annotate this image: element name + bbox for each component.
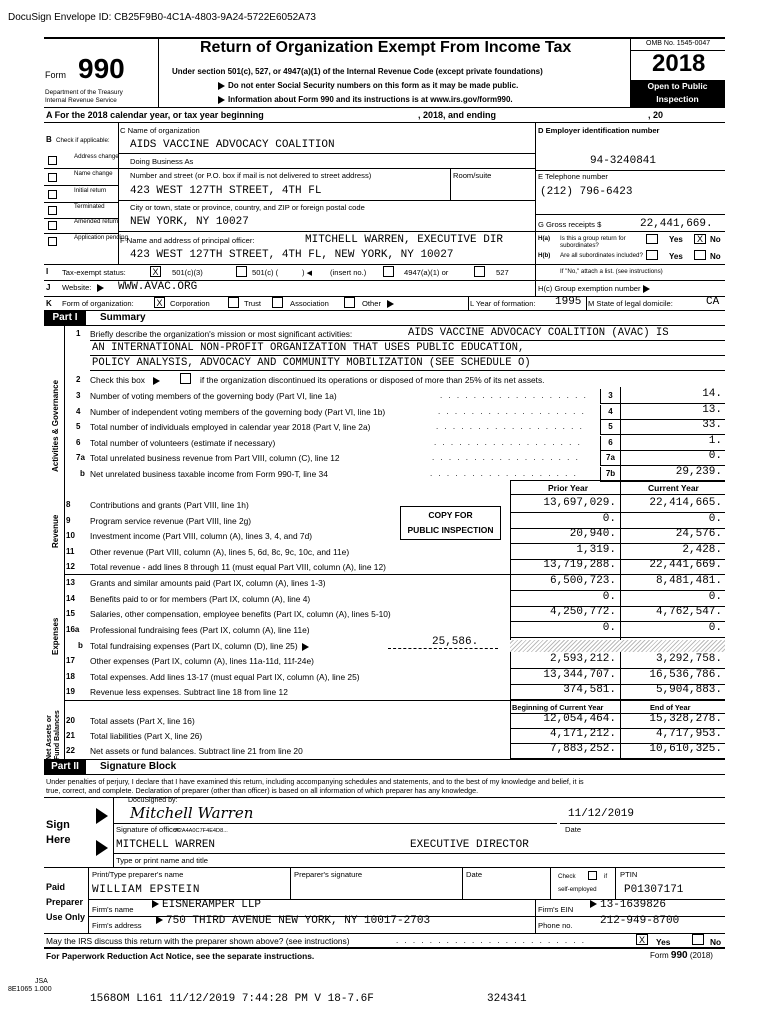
year-formation: 1995 bbox=[555, 296, 582, 308]
gov-line-text: Number of voting members of the governing body (Part VI, line 1a) bbox=[90, 391, 337, 401]
status-501c-close: ) ◀ bbox=[302, 268, 313, 277]
prior-year-value: 0. bbox=[602, 590, 616, 603]
part2-title: Signature Block bbox=[100, 761, 177, 772]
gov-line-num: 6 bbox=[76, 437, 81, 447]
discuss-yes: Yes bbox=[656, 937, 671, 947]
line-a-mid: , 2018, and ending bbox=[418, 110, 497, 120]
assoc-label: Association bbox=[290, 299, 329, 308]
gov-line-box: 6 bbox=[600, 436, 620, 450]
fin-line-num: 21 bbox=[66, 731, 75, 740]
form-label: Form bbox=[45, 70, 66, 80]
tax-status-label: Tax-exempt status: bbox=[62, 268, 126, 277]
check-label: Check bbox=[558, 873, 576, 880]
gov-line-value: 1. bbox=[708, 434, 722, 447]
trust-label: Trust bbox=[244, 299, 262, 308]
officer-print-name: MITCHELL WARREN bbox=[116, 839, 216, 851]
form-title: Return of Organization Exempt From Income Tax bbox=[200, 39, 572, 56]
other-label: Other bbox=[362, 299, 397, 308]
sign-arrow-1 bbox=[96, 808, 108, 824]
l16b-num: b bbox=[78, 641, 83, 650]
hb-yes-checkbox[interactable] bbox=[646, 250, 658, 260]
date-label: Date bbox=[565, 825, 582, 834]
prior-year-value: 13,719,288. bbox=[543, 559, 616, 571]
b-checkbox[interactable] bbox=[48, 237, 57, 246]
prior-year-value: 0. bbox=[602, 512, 616, 525]
part1-title: Summary bbox=[100, 312, 146, 323]
discuss-no: No bbox=[710, 937, 722, 947]
gov-line-text: Number of independent voting members of the governing body (Part VI, line 1b) bbox=[90, 406, 386, 417]
firm-name-label: Firm's name bbox=[92, 905, 134, 914]
trust-checkbox[interactable] bbox=[228, 297, 239, 308]
fin-line-num: 20 bbox=[66, 716, 75, 725]
gov-line-box: 4 bbox=[600, 405, 620, 419]
k-label: K bbox=[46, 299, 52, 308]
docusigned-by: DocuSigned by: bbox=[128, 797, 178, 804]
gov-line-text: Total number of individuals employed in calendar year 2018 (Part V, line 2a) bbox=[90, 422, 371, 432]
hb-no-checkbox[interactable] bbox=[694, 250, 706, 260]
officer-address: 423 WEST 127TH STREET, 4TH FL, NEW YORK, NY 10027 bbox=[130, 249, 454, 261]
fin-line-text: Professional fundraising fees (Part IX, column (A), line 11e) bbox=[90, 624, 310, 635]
gov-line-value: 14. bbox=[702, 388, 722, 400]
form-subtitle: Under section 501(c), 527, or 4947(a)(1) of the Internal Revenue Code (except private foundations) bbox=[172, 67, 543, 76]
prior-year-value: 13,344,707. bbox=[543, 668, 616, 681]
ha-label: H(a) bbox=[538, 235, 551, 242]
dept-treasury: Department of the Treasury bbox=[45, 89, 123, 96]
ha-text1: Is this a group return for bbox=[560, 235, 626, 242]
form-of-org-label: Form of organization: bbox=[62, 299, 134, 308]
preparer-name: WILLIAM EPSTEIN bbox=[92, 884, 201, 896]
fin-line-text: Program service revenue (Part VIII, line 2g) bbox=[90, 515, 252, 526]
eoy-header: End of Year bbox=[650, 703, 691, 712]
fin-line-text: Net assets or fund balances. Subtract line 21 from line 20 bbox=[90, 746, 303, 756]
paperwork-notice: For Paperwork Reduction Act Notice, see the separate instructions. bbox=[46, 951, 315, 961]
gov-line-num: 4 bbox=[76, 406, 81, 416]
gov-line-value: 33. bbox=[702, 419, 722, 431]
prior-year-value: 2,593,212. bbox=[549, 653, 616, 665]
form-number: 990 bbox=[78, 53, 125, 84]
check-if-applicable: Check if applicable: bbox=[56, 137, 110, 144]
irs-label: Internal Revenue Service bbox=[45, 97, 117, 104]
prior-year-value: 1,319. bbox=[576, 543, 616, 556]
current-year-value: 5,904,883. bbox=[655, 684, 722, 696]
paid-preparer-label: Paid Preparer Use Only bbox=[46, 882, 86, 922]
status-501c: 501(c) ( bbox=[252, 268, 279, 277]
hb-text: Are all subordinates included? bbox=[560, 252, 643, 259]
prior-year-value: 20,940. bbox=[569, 528, 616, 540]
gov-line-text: Total number of volunteers (estimate if necessary) bbox=[90, 437, 276, 448]
current-year-value: 24,576. bbox=[675, 528, 722, 540]
corp-checkbox[interactable]: X bbox=[154, 297, 165, 308]
gov-line-text: Net unrelated business taxable income from Form 990-T, line 34 bbox=[90, 468, 328, 479]
other-checkbox[interactable] bbox=[344, 297, 355, 308]
gov-line-value: 13. bbox=[702, 403, 722, 416]
side-gov: Activities & Governance bbox=[51, 379, 60, 472]
status-527-checkbox[interactable] bbox=[474, 266, 485, 277]
sign-arrow-2 bbox=[96, 840, 108, 856]
i-label: I bbox=[46, 267, 49, 276]
signature-id: A2A4A0C7F4E4D8... bbox=[175, 828, 228, 834]
insert-no: (insert no.) bbox=[330, 268, 367, 277]
fin-line-num: 18 bbox=[66, 671, 75, 681]
officer-signature: Mitchell Warren bbox=[130, 804, 254, 822]
fin-line-text: Total liabilities (Part X, line 26) bbox=[90, 731, 203, 741]
c-label: C Name of organization bbox=[120, 126, 200, 135]
fin-line-text: Benefits paid to or for members (Part IX, column (A), line 4) bbox=[90, 593, 311, 604]
ptin-value: P01307171 bbox=[624, 884, 684, 896]
prior-year-value: 0. bbox=[602, 621, 616, 634]
prior-year-value: 6,500,723. bbox=[549, 575, 616, 587]
current-year-value: 16,536,786. bbox=[649, 668, 722, 681]
street-label: Number and street (or P.O. box if mail is not delivered to street address) bbox=[130, 171, 372, 180]
if-label: if bbox=[604, 873, 608, 880]
firm-ein-label: Firm's EIN bbox=[538, 905, 574, 914]
gov-line-box: 3 bbox=[600, 389, 620, 403]
penalty-line1: Under penalties of perjury, I declare that I have examined this return, including accompanying schedules and statements, and to the best of my knowledge and belief, it is bbox=[46, 777, 584, 786]
l2-text-a: Check this box bbox=[90, 375, 163, 385]
b-checkbox[interactable] bbox=[48, 190, 57, 199]
website-value[interactable]: WWW.AVAC.ORG bbox=[118, 281, 198, 293]
g-label: G Gross receipts $ bbox=[538, 220, 602, 229]
fin-line-text: Other expenses (Part IX, column (A), lines 11a-11d, 11f-24e) bbox=[90, 656, 314, 666]
gov-line-num: 3 bbox=[76, 391, 81, 400]
fin-line-text: Grants and similar amounts paid (Part IX, column (A), lines 1-3) bbox=[90, 578, 326, 588]
hb-label: H(b) bbox=[538, 252, 551, 259]
gov-line-box: 7a bbox=[600, 451, 620, 465]
l1-text: Briefly describe the organization's mission or most significant activities: bbox=[90, 329, 353, 339]
ssn-notice: Do not enter Social Security numbers on this form as it may be made public. bbox=[218, 81, 518, 90]
ha-yes: Yes bbox=[669, 235, 683, 244]
current-year-value: 10,610,325. bbox=[649, 743, 722, 755]
gov-line-num: 7a bbox=[76, 453, 85, 462]
phone-no-label: Phone no. bbox=[538, 921, 573, 930]
gov-line-box: 5 bbox=[600, 420, 620, 434]
fin-line-num: 16a bbox=[66, 624, 80, 634]
ptin-label: PTIN bbox=[620, 870, 638, 879]
current-year-value: 8,481,481. bbox=[655, 575, 722, 587]
current-year-value: 3,292,758. bbox=[655, 653, 722, 665]
mission-line1: AIDS VACCINE ADVOCACY COALITION (AVAC) IS bbox=[408, 327, 669, 339]
b-item-label: Name change bbox=[74, 170, 113, 177]
prior-year-value: 12,054,464. bbox=[543, 713, 616, 725]
prep-name-label: Print/Type preparer's name bbox=[92, 870, 184, 879]
fin-line-num: 22 bbox=[66, 746, 75, 755]
city-label: City or town, state or province, country, and ZIP or foreign postal code bbox=[130, 203, 365, 212]
prior-year-value: 4,250,772. bbox=[549, 606, 616, 618]
fin-line-text: Total assets (Part X, line 16) bbox=[90, 716, 195, 726]
org-name: AIDS VACCINE ADVOCACY COALITION bbox=[130, 139, 335, 151]
ha-no-checkbox[interactable]: X bbox=[694, 234, 706, 244]
state-domicile: CA bbox=[706, 296, 720, 308]
f-label: F Name and address of principal officer: bbox=[120, 236, 255, 245]
type-name-label: Type or print name and title bbox=[116, 856, 209, 865]
jsa-code: 8E1065 1.000 bbox=[8, 986, 52, 993]
hb-yes: Yes bbox=[669, 252, 683, 261]
b-item-label: Terminated bbox=[74, 203, 105, 210]
org-street: 423 WEST 127TH STREET, 4TH FL bbox=[130, 185, 322, 197]
prior-year-header: Prior Year bbox=[548, 483, 589, 493]
l-label: L Year of formation: bbox=[470, 299, 536, 308]
ha-text2: subordinates? bbox=[560, 242, 599, 249]
sign-here-label: Sign Here bbox=[46, 819, 71, 846]
boy-header: Beginning of Current Year bbox=[512, 703, 604, 712]
sig-officer-label: Signature of officer bbox=[116, 825, 180, 834]
sig-date: 11/12/2019 bbox=[568, 808, 635, 820]
status-501c-checkbox[interactable] bbox=[236, 266, 247, 277]
fin-line-num: 12 bbox=[66, 562, 75, 571]
b-checkbox[interactable] bbox=[48, 173, 57, 182]
gov-line-value: 29,239. bbox=[675, 465, 722, 478]
part2-tag: Part II bbox=[44, 760, 86, 774]
status-501c3: 501(c)(3) bbox=[172, 268, 203, 277]
hc-label: H(c) Group exemption number bbox=[538, 284, 653, 293]
line-a-end: , 20 bbox=[648, 110, 664, 120]
side-net2: Fund Balances bbox=[54, 710, 61, 760]
firm-ein-value: 13-1639826 bbox=[590, 899, 666, 911]
envelope-id: DocuSign Envelope ID: CB25F9B0-4C1A-4803-9A24-5722E6052A73 bbox=[8, 12, 316, 23]
b-item-label: Address change bbox=[74, 153, 119, 160]
if-no-attach: If "No," attach a list. (see instructions) bbox=[560, 268, 663, 275]
side-rev: Revenue bbox=[51, 514, 60, 548]
prep-sig-label: Preparer's signature bbox=[294, 870, 363, 879]
fin-line-text: Other revenue (Part VIII, column (A), lines 5, 6d, 8c, 9c, 10c, and 11e) bbox=[90, 546, 350, 557]
fin-line-num: 9 bbox=[66, 515, 71, 525]
ha-no: No bbox=[710, 235, 721, 244]
open-to-public-badge: Open to Public Inspection bbox=[630, 80, 725, 107]
j-label: J bbox=[46, 283, 51, 292]
fin-line-num: 19 bbox=[66, 687, 75, 696]
prior-year-value: 4,171,212. bbox=[549, 728, 616, 740]
room-label: Room/suite bbox=[453, 171, 492, 180]
fin-line-text: Total expenses. Add lines 13-17 (must equal Part IX, column (A), line 25) bbox=[90, 671, 360, 682]
form-footer: Form 990 (2018) bbox=[650, 950, 713, 961]
prep-date-label: Date bbox=[466, 870, 483, 879]
mission-line2: AN INTERNATIONAL NON-PROFIT ORGANIZATION THAT USES PUBLIC EDUCATION, bbox=[92, 342, 525, 354]
copy-public-inspection-stamp: COPY FOR PUBLIC INSPECTION bbox=[400, 506, 501, 540]
part1-tag: Part I bbox=[44, 311, 86, 325]
firm-phone-value: 212-949-8700 bbox=[600, 915, 680, 927]
b-item-label: Amended return bbox=[74, 218, 119, 225]
instructions-notice: Information about Form 990 and its instructions is at www.irs.gov/form990. bbox=[218, 95, 513, 104]
officer-print-title: EXECUTIVE DIRECTOR bbox=[410, 839, 529, 851]
e-label: E Telephone number bbox=[538, 172, 608, 181]
hb-no: No bbox=[710, 252, 721, 261]
fin-line-num: 13 bbox=[66, 578, 75, 587]
discontinued-checkbox[interactable] bbox=[180, 373, 191, 384]
penalty-line2: true, correct, and complete. Declaration of preparer (other than officer) is based on all information of which preparer has any knowledge. bbox=[46, 786, 479, 795]
ein-value: 94-3240841 bbox=[590, 155, 657, 167]
gov-line-num: b bbox=[80, 468, 85, 478]
line-a-label: A For the 2018 calendar year, or tax year beginning bbox=[46, 110, 264, 120]
omb-number: OMB No. 1545-0047 bbox=[646, 40, 711, 47]
l16b-shaded bbox=[510, 640, 725, 652]
discuss-question: May the IRS discuss this return with the preparer shown above? (see instructions) bbox=[46, 936, 350, 946]
org-city: NEW YORK, NY 10027 bbox=[130, 216, 249, 228]
status-501c3-checkbox[interactable]: X bbox=[150, 266, 161, 277]
current-year-value: 0. bbox=[708, 590, 722, 603]
fin-line-text: Revenue less expenses. Subtract line 18 from line 12 bbox=[90, 687, 288, 697]
current-year-value: 22,441,669. bbox=[649, 559, 722, 571]
b-label: B bbox=[46, 135, 52, 144]
print-line: 1568OM L161 11/12/2019 7:44:28 PM V 18-7.6F bbox=[90, 993, 374, 1005]
dba-label: Doing Business As bbox=[130, 157, 194, 166]
phone-value: (212) 796-6423 bbox=[540, 186, 633, 198]
discuss-yes-checkbox[interactable]: X bbox=[636, 934, 648, 945]
l2-text-b: if the organization discontinued its operations or disposed of more than 25% of its net assets. bbox=[200, 375, 545, 385]
gov-line-text: Total unrelated business revenue from Part VIII, column (C), line 12 bbox=[90, 453, 340, 463]
assoc-checkbox[interactable] bbox=[272, 297, 283, 308]
side-net1: Net Assets or bbox=[46, 715, 53, 760]
fin-line-num: 15 bbox=[66, 609, 75, 618]
b-item-label: Initial return bbox=[74, 187, 107, 194]
website-label: Website: bbox=[62, 283, 107, 292]
tax-year: 2018 bbox=[652, 50, 706, 77]
fin-line-num: 14 bbox=[66, 593, 75, 603]
gov-line-box: 7b bbox=[600, 467, 620, 481]
gov-line-value: 0. bbox=[708, 450, 722, 462]
fin-line-text: Salaries, other compensation, employee benefits (Part IX, column (A), lines 5-10) bbox=[90, 609, 391, 619]
prior-year-value: 374,581. bbox=[563, 684, 616, 696]
firm-address-value: 750 THIRD AVENUE NEW YORK, NY 10017-2703 bbox=[156, 915, 430, 927]
fin-line-num: 10 bbox=[66, 531, 75, 540]
status-4947: 4947(a)(1) or bbox=[404, 268, 449, 277]
fin-line-text: Total revenue - add lines 8 through 11 (must equal Part VIII, column (A), line 12) bbox=[90, 562, 386, 572]
fin-line-text: Investment income (Part VIII, column (A), lines 3, 4, and 7d) bbox=[90, 531, 313, 541]
b-checkbox[interactable] bbox=[48, 221, 57, 230]
self-employed-label: self-employed bbox=[558, 886, 597, 893]
mission-line3: POLICY ANALYSIS, ADVOCACY AND COMMUNITY MOBILIZATION (SEE SCHEDULE O) bbox=[92, 357, 531, 369]
fin-line-num: 8 bbox=[66, 500, 71, 509]
principal-officer: MITCHELL WARREN, EXECUTIVE DIR bbox=[305, 234, 504, 246]
m-label: M State of legal domicile: bbox=[588, 299, 673, 308]
corp-label: Corporation bbox=[170, 299, 210, 308]
current-year-value: 0. bbox=[708, 512, 722, 525]
discuss-no-checkbox[interactable] bbox=[692, 934, 704, 945]
prior-year-value: 13,697,029. bbox=[543, 497, 616, 509]
current-year-value: 4,717,953. bbox=[655, 728, 722, 740]
fin-line-num: 17 bbox=[66, 656, 75, 665]
side-exp: Expenses bbox=[51, 617, 60, 655]
current-year-value: 15,328,278. bbox=[649, 713, 722, 725]
gross-receipts: 22,441,669. bbox=[640, 218, 713, 230]
current-year-header: Current Year bbox=[648, 483, 699, 493]
d-label: D Employer identification number bbox=[538, 126, 660, 135]
page-number: 324341 bbox=[487, 993, 527, 1005]
current-year-value: 22,414,665. bbox=[649, 497, 722, 509]
status-527: 527 bbox=[496, 268, 509, 277]
current-year-value: 2,428. bbox=[682, 543, 722, 556]
current-year-value: 0. bbox=[708, 621, 722, 634]
self-employed-checkbox[interactable] bbox=[588, 871, 597, 880]
fin-line-text: Contributions and grants (Part VIII, line 1h) bbox=[90, 500, 249, 510]
status-4947-checkbox[interactable] bbox=[383, 266, 394, 277]
prior-year-value: 7,883,252. bbox=[549, 743, 616, 755]
fin-line-num: 11 bbox=[66, 546, 75, 556]
firm-name-value: EISNERAMPER LLP bbox=[152, 899, 261, 911]
l16b-text: Total fundraising expenses (Part IX, column (D), line 25) bbox=[90, 641, 312, 651]
l16b-value: 25,586. bbox=[432, 636, 479, 648]
current-year-value: 4,762,547. bbox=[655, 606, 722, 618]
gov-line-num: 5 bbox=[76, 422, 81, 431]
b-checkbox[interactable] bbox=[48, 206, 57, 215]
jsa-label: JSA bbox=[35, 978, 48, 985]
firm-addr-label: Firm's address bbox=[92, 921, 142, 930]
b-item-label: Application pending bbox=[74, 234, 129, 241]
b-checkbox[interactable] bbox=[48, 156, 57, 165]
